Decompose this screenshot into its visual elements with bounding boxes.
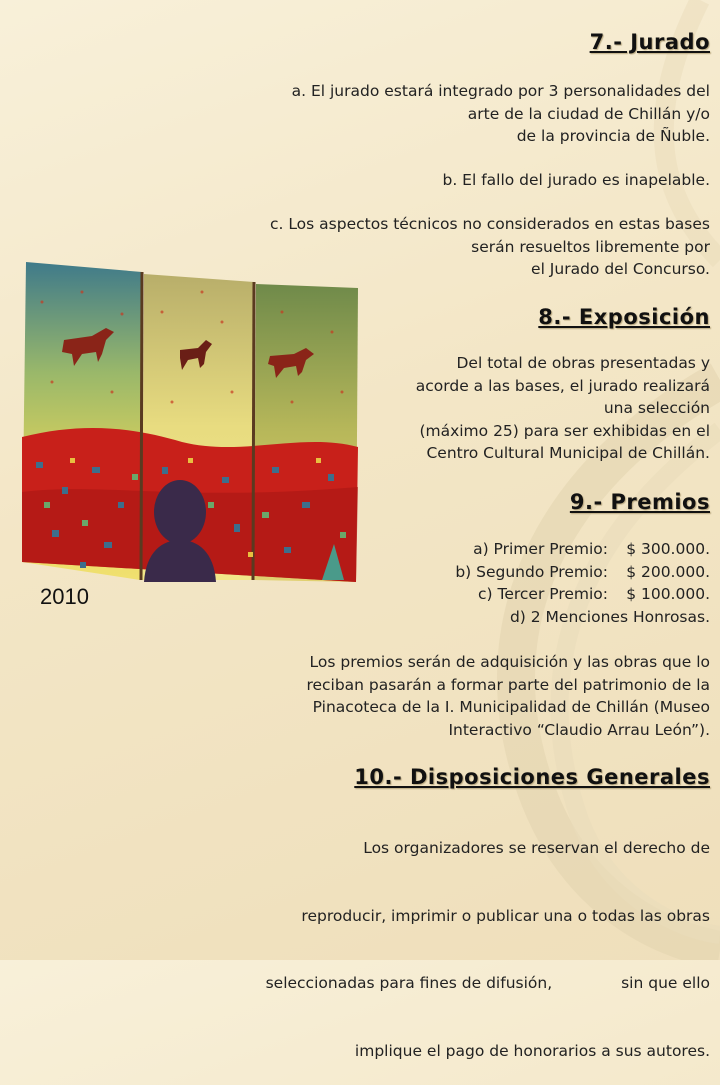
premios-description: Los premios serán de adquisición y las obras que lo reciban pasarán a formar parte del patrimonio de la Pinacoteca de la I. Municipalidad de Chillán (Museo Interactivo “Claudio Arrau León”). xyxy=(306,653,710,739)
painting-year: 2010 xyxy=(40,584,89,609)
disposiciones-text: Los organizadores se reservan el derecho de reproducir, imprimir o publicar una o todas las obras seleccionadas para fines de difusión, sin que ello implique el pago de honorarios a sus autores. xyxy=(265,839,710,1060)
prize-item: a) Primer Premio: $ 300.000. xyxy=(473,540,710,558)
section-title-jurado: 7.- Jurado xyxy=(589,30,710,54)
premios-list xyxy=(455,538,710,628)
exposicion-text: Del total de obras presentadas y acorde a las bases, el jurado realizará una selección (máximo 25) para ser exhibidas en el Centro Cultural Municipal de Chillán. xyxy=(415,354,710,462)
jurado-clause-c: c. Los aspectos técnicos no considerados en estas bases serán resueltos libremente por el Jurado del Concurso. xyxy=(269,215,710,278)
prize-item: c) Tercer Premio: $ 100.000. xyxy=(477,585,710,603)
prize-item: b) Segundo Premio: $ 200.000. xyxy=(455,562,710,581)
section-title-exposicion: 8.- Exposición xyxy=(538,305,710,329)
painting-triptych-image xyxy=(22,262,358,582)
jurado-clause-b: b. El fallo del jurado es inapelable. xyxy=(442,171,710,189)
jurado-clause-a: a. El jurado estará integrado por 3 personalidades del arte de la ciudad de Chillán y/o de la provincia de Ñuble. xyxy=(291,82,710,145)
section-title-disposiciones: 10.- Disposiciones Generales xyxy=(354,765,710,789)
section-title-premios: 9.- Premios xyxy=(569,490,710,514)
menciones-item: d) 2 Menciones Honrosas. xyxy=(509,607,710,626)
